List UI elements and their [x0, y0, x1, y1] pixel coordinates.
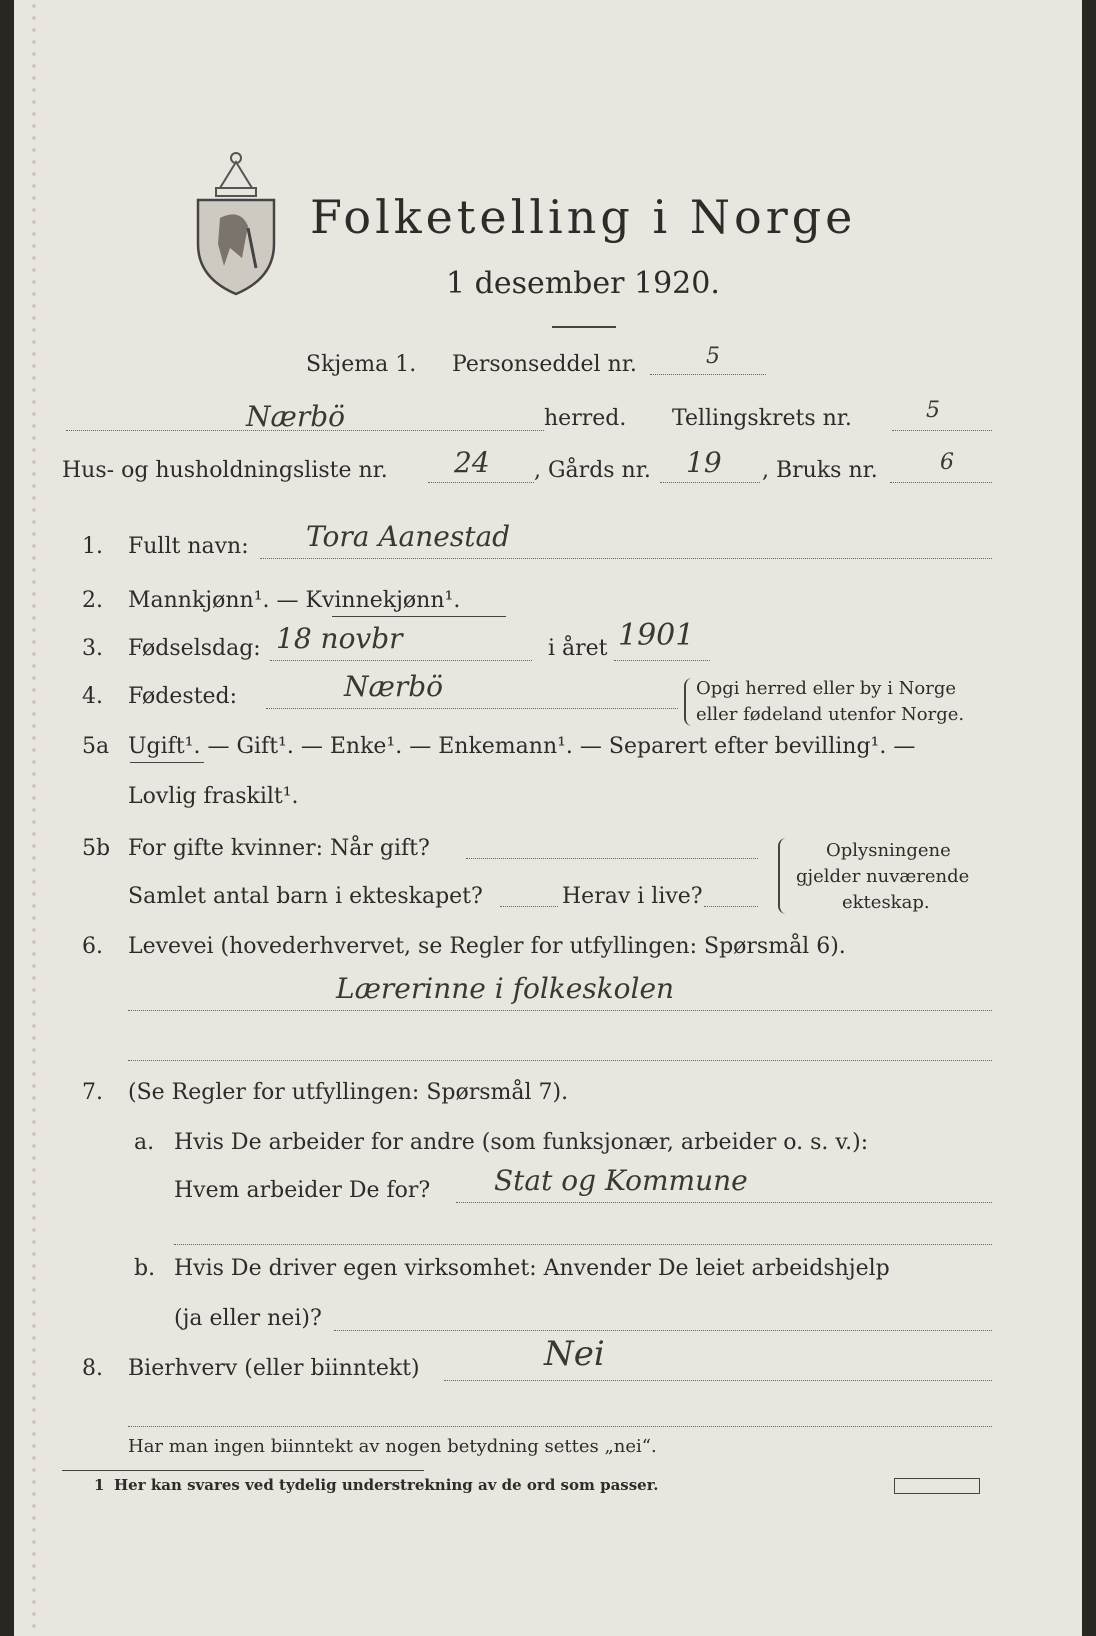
q7b-question: Hvis De driver egen virksomhet: Anvender De leiet arbeidshjelp	[174, 1256, 890, 1281]
bruks-value[interactable]: 6	[940, 450, 954, 475]
q8-number: 8.	[82, 1356, 103, 1381]
census-form	[14, 0, 1082, 1636]
herred-value[interactable]: Nærbö	[246, 400, 345, 433]
employer-value[interactable]: Stat og Kommune	[494, 1164, 748, 1197]
census-date: 1 desember 1920.	[446, 266, 720, 301]
q7a-letter: a.	[134, 1130, 155, 1155]
gards-label: , Gårds nr.	[534, 458, 651, 483]
title-divider	[552, 326, 616, 328]
tellingskrets-label: Tellingskrets nr.	[672, 406, 852, 431]
occupation-label: Levevei (hovederhvervet, se Regler for utfyllingen: Spørsmål 6).	[128, 934, 846, 959]
birthplace-note-2: eller fødeland utenfor Norge.	[696, 704, 965, 725]
personseddel-value[interactable]: 5	[706, 344, 720, 369]
children-total-label: Samlet antal barn i ekteskapet?	[128, 884, 483, 909]
side-income-note: Har man ingen biinntekt av nogen betydning settes „nei“.	[128, 1436, 657, 1457]
ugift-underline	[130, 762, 204, 763]
birth-year-label: i året	[548, 636, 608, 661]
husliste-label: Hus- og husholdningsliste nr.	[62, 458, 388, 483]
tellingskrets-value[interactable]: 5	[926, 398, 940, 423]
footnote-text: Her kan svares ved tydelig understrekning av de ord som passer.	[114, 1476, 659, 1494]
employer-label: Hvem arbeider De for?	[174, 1178, 431, 1203]
marital-status-options-2[interactable]: Lovlig fraskilt¹.	[128, 784, 299, 809]
birthday-label: Fødselsdag:	[128, 636, 261, 661]
husliste-value[interactable]: 24	[454, 446, 490, 479]
binding-edge	[30, 0, 38, 1636]
q2-number: 2.	[82, 588, 103, 613]
q5b-number: 5b	[82, 836, 111, 861]
herred-label: herred.	[544, 406, 627, 431]
marriage-note-2: gjelder nuværende	[796, 866, 970, 887]
q7-label: (Se Regler for utfyllingen: Spørsmål 7).	[128, 1080, 569, 1105]
footnote-rule	[62, 1470, 424, 1471]
gards-value[interactable]: 19	[686, 446, 722, 479]
married-when-label: For gifte kvinner: Når gift?	[128, 836, 430, 861]
children-alive-label: Herav i live?	[562, 884, 703, 909]
skjema-label: Skjema 1.	[306, 352, 417, 377]
marriage-note-3: ekteskap.	[842, 892, 930, 913]
gender-options[interactable]: Mannkjønn¹. — Kvinnekjønn¹.	[128, 588, 461, 613]
q4-number: 4.	[82, 684, 103, 709]
personseddel-label: Personseddel nr.	[452, 352, 637, 377]
full-name-value[interactable]: Tora Aanestad	[306, 520, 511, 553]
gender-underline	[332, 616, 506, 617]
occupation-value[interactable]: Lærerinne i folkeskolen	[336, 972, 675, 1005]
full-name-label: Fullt navn:	[128, 534, 249, 559]
q5a-number: 5a	[82, 734, 110, 759]
q3-number: 3.	[82, 636, 103, 661]
hired-help-label: (ja eller nei)?	[174, 1306, 322, 1331]
marriage-note-1: Oplysningene	[826, 840, 951, 861]
q7a-question: Hvis De arbeider for andre (som funksjonær, arbeider o. s. v.):	[174, 1130, 869, 1155]
bruks-label: , Bruks nr.	[762, 458, 878, 483]
birthplace-label: Fødested:	[128, 684, 238, 709]
coat-of-arms-icon	[190, 148, 282, 298]
form-title: Folketelling i Norge	[310, 190, 857, 244]
printer-stamp	[894, 1478, 980, 1494]
side-income-label: Bierhverv (eller biinntekt)	[128, 1356, 420, 1381]
hired-help-value[interactable]: Nei	[544, 1334, 605, 1374]
birthplace-value[interactable]: Nærbö	[344, 670, 443, 703]
q7b-letter: b.	[134, 1256, 156, 1281]
q7-number: 7.	[82, 1080, 103, 1105]
footnote-mark: 1	[94, 1476, 105, 1494]
q6-number: 6.	[82, 934, 103, 959]
birthplace-note-1: Opgi herred eller by i Norge	[696, 678, 957, 699]
birthday-value[interactable]: 18 novbr	[276, 622, 403, 655]
birth-year-value[interactable]: 1901	[618, 618, 695, 653]
q1-number: 1.	[82, 534, 103, 559]
marital-status-options[interactable]: Ugift¹. — Gift¹. — Enke¹. — Enkemann¹. — Separert efter bevilling¹. —	[128, 734, 916, 759]
